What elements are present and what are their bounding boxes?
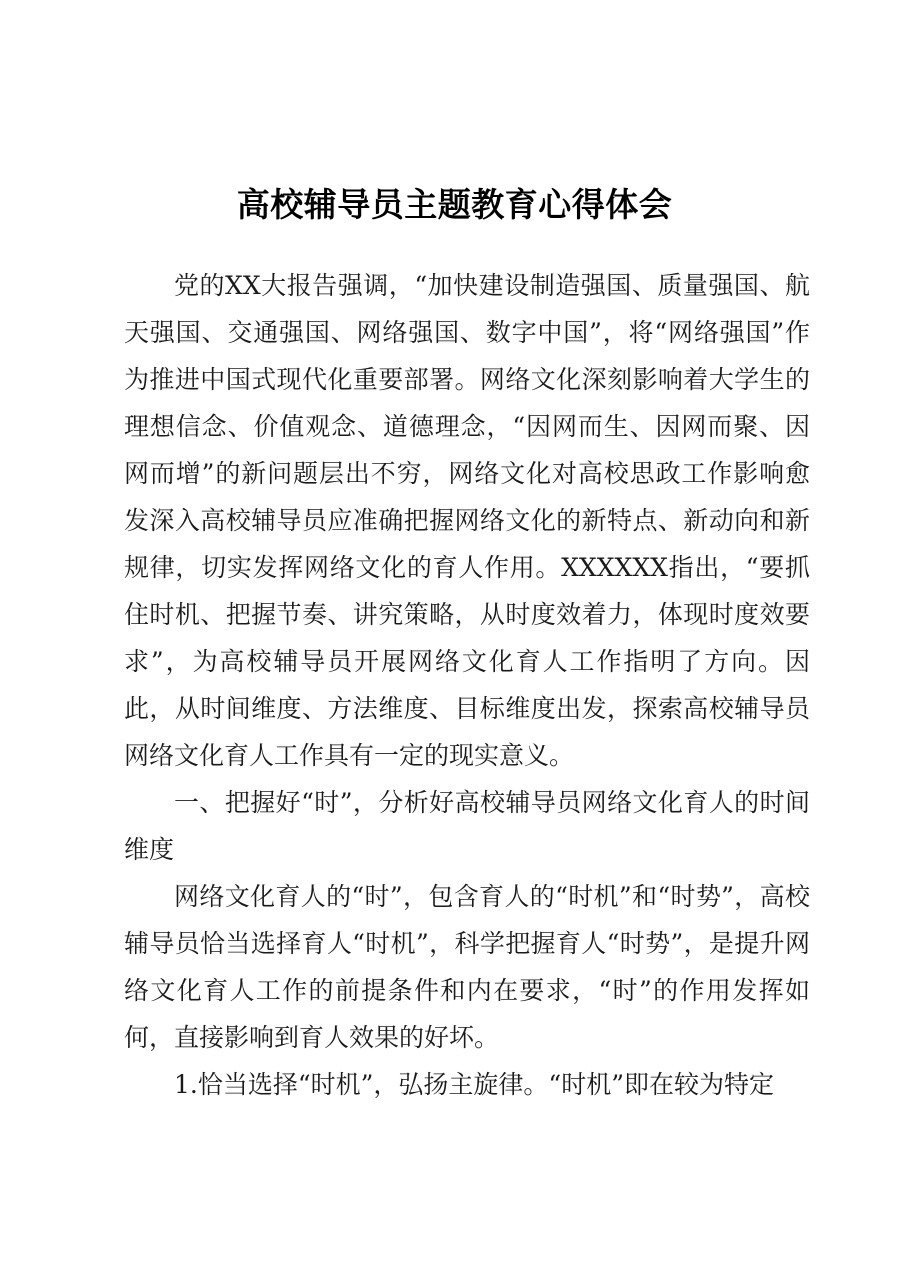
paragraph-subsection-1: 1.恰当选择“时机”，弘扬主旋律。“时机”即在较为特定	[174, 1070, 774, 1099]
paragraph-intro: 党的XX大报告强调，“加快建设制造强国、质量强国、航天强国、交通强国、网络强国、数字中国”，将“网络强国”作为推进中国式现代化重要部署。网络文化深刻影响着大学生的理想信念、价值观念、道德理念，“因网而生、因网而聚、因网而增”的新问题层出不穷，网络文化对高校思政工作影响愈发深入高校辅导员应准确把握网络文化的新特点、新动向和新规律，切实发挥网络文化的育人作用。XXXXXX指出，“要抓住时机、把握节奏、讲究策略，从时度效着力，体现时度效要求”，为高校辅导员开展网络文化育人工作指明了方向。因此，从时间维度、方法维度、目标维度出发，探索高校辅导员网络文化育人工作具有一定的现实意义。	[124, 271, 810, 770]
document-body	[124, 262, 810, 1108]
section-heading-1: 一、把握好“时”，分析好高校辅导员网络文化育人的时间维度	[124, 788, 810, 864]
paragraph-section-1: 网络文化育人的“时”，包含育人的“时机”和“时势”，高校辅导员恰当选择育人“时机”，科学把握育人“时势”，是提升网络文化育人工作的前提条件和内在要求，“时”的作用发挥如何，直接影响到育人效果的好坏。	[124, 882, 810, 1052]
document-title: 高校辅导员主题教育心得体会	[236, 185, 673, 224]
